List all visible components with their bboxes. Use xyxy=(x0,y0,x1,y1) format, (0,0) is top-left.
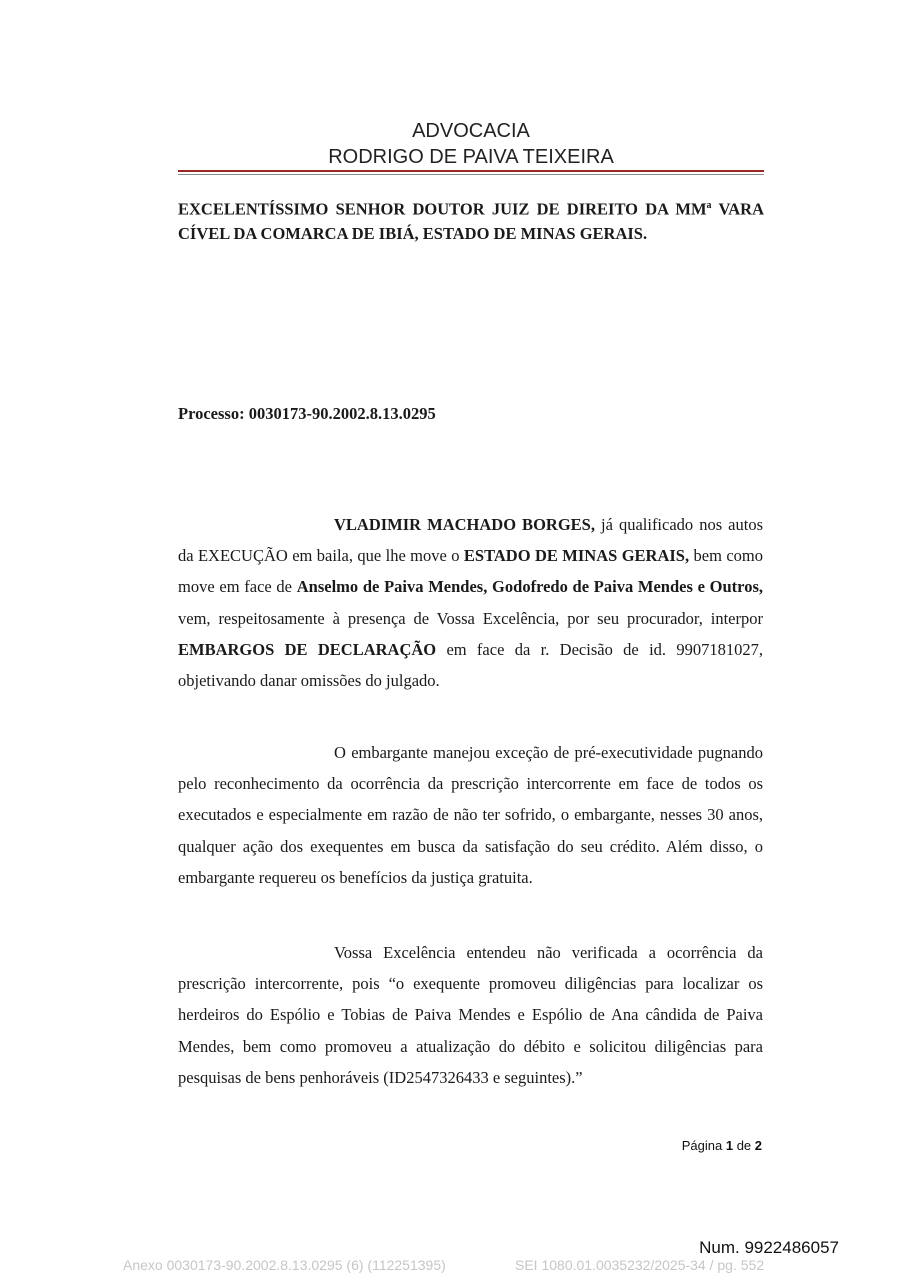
addressee-superscript: a xyxy=(706,200,712,211)
paragraph-1-text-2: bem como move em face de xyxy=(178,546,763,597)
page-number-total: 2 xyxy=(754,1138,762,1153)
letterhead-name: RODRIGO DE PAIVA TEIXEIRA xyxy=(328,146,614,168)
exequente-name: ESTADO DE MINAS GERAIS, xyxy=(463,546,690,566)
page-number-middle: de xyxy=(733,1138,755,1153)
paragraph-1-text-1: já qualificado nos autos da EXECUÇÃO em baila, que lhe move o xyxy=(178,515,763,566)
addressee-block xyxy=(178,194,764,246)
paragraph-3: Vossa Excelência entendeu não verificada a ocorrência da prescrição intercorrente, pois “o exequente promoveu diligências para localizar os herdeiros do Espólio e Tobias de Paiva Mendes e Espólio de Ana cândida de Paiva Mendes, bem como promoveu a atualização do débito e solicitou diligências para pesquisas de bens penhoráveis (ID2547326433 e seguintes).” xyxy=(178,943,763,1087)
sei-footer: SEI 1080.01.0035232/2025-34 / pg. 552 xyxy=(515,1257,765,1273)
paragraph-1-text-4: em face da r. Decisão de id. 9907181027, objetivando danar omissões do julgado. xyxy=(178,639,763,691)
process-number: Processo: 0030173-90.2002.8.13.0295 xyxy=(178,404,436,423)
letterhead-title: ADVOCACIA xyxy=(412,120,530,142)
motion-type: EMBARGOS DE DECLARAÇÃO xyxy=(178,639,437,659)
co-parties: Anselmo de Paiva Mendes, Godofredo de Paiva Mendes e Outros, xyxy=(296,577,763,597)
embargante-name: VLADIMIR MACHADO BORGES, xyxy=(334,515,595,534)
paragraph-2: O embargante manejou exceção de pré-executividade pugnando pelo reconhecimento da ocorrência da prescrição intercorrente em face de todos os executados e especialmente em razão de não ter sofrido, o embargante, nesses 30 anos, qualquer ação dos exequentes em busca da satisfação do seu crédito. Além disso, o embargante requereu os benefícios da justiça gratuita. xyxy=(178,743,763,887)
page-number xyxy=(682,1138,762,1153)
page-number-prefix: Página xyxy=(681,1138,726,1153)
paragraph-1 xyxy=(178,509,763,696)
page-number-current: 1 xyxy=(725,1138,734,1153)
document-id-stamp: Num. 9922486057 xyxy=(699,1238,839,1257)
addressee-part1: EXCELENTÍSSIMO SENHOR DOUTOR JUIZ DE DIREITO DA MM xyxy=(178,199,707,219)
letterhead-divider-red xyxy=(178,170,764,172)
paragraph-1-text-3: vem, respeitosamente à presença de Vossa Excelência, por seu procurador, interpor xyxy=(178,608,763,628)
annex-footer: Anexo 0030173-90.2002.8.13.0295 (6) (112251395) xyxy=(123,1257,446,1273)
letterhead xyxy=(178,118,764,170)
addressee-part2: VARA CÍVEL DA COMARCA DE IBIÁ, ESTADO DE MINAS GERAIS. xyxy=(178,199,765,243)
letterhead-divider-grey xyxy=(178,174,764,175)
